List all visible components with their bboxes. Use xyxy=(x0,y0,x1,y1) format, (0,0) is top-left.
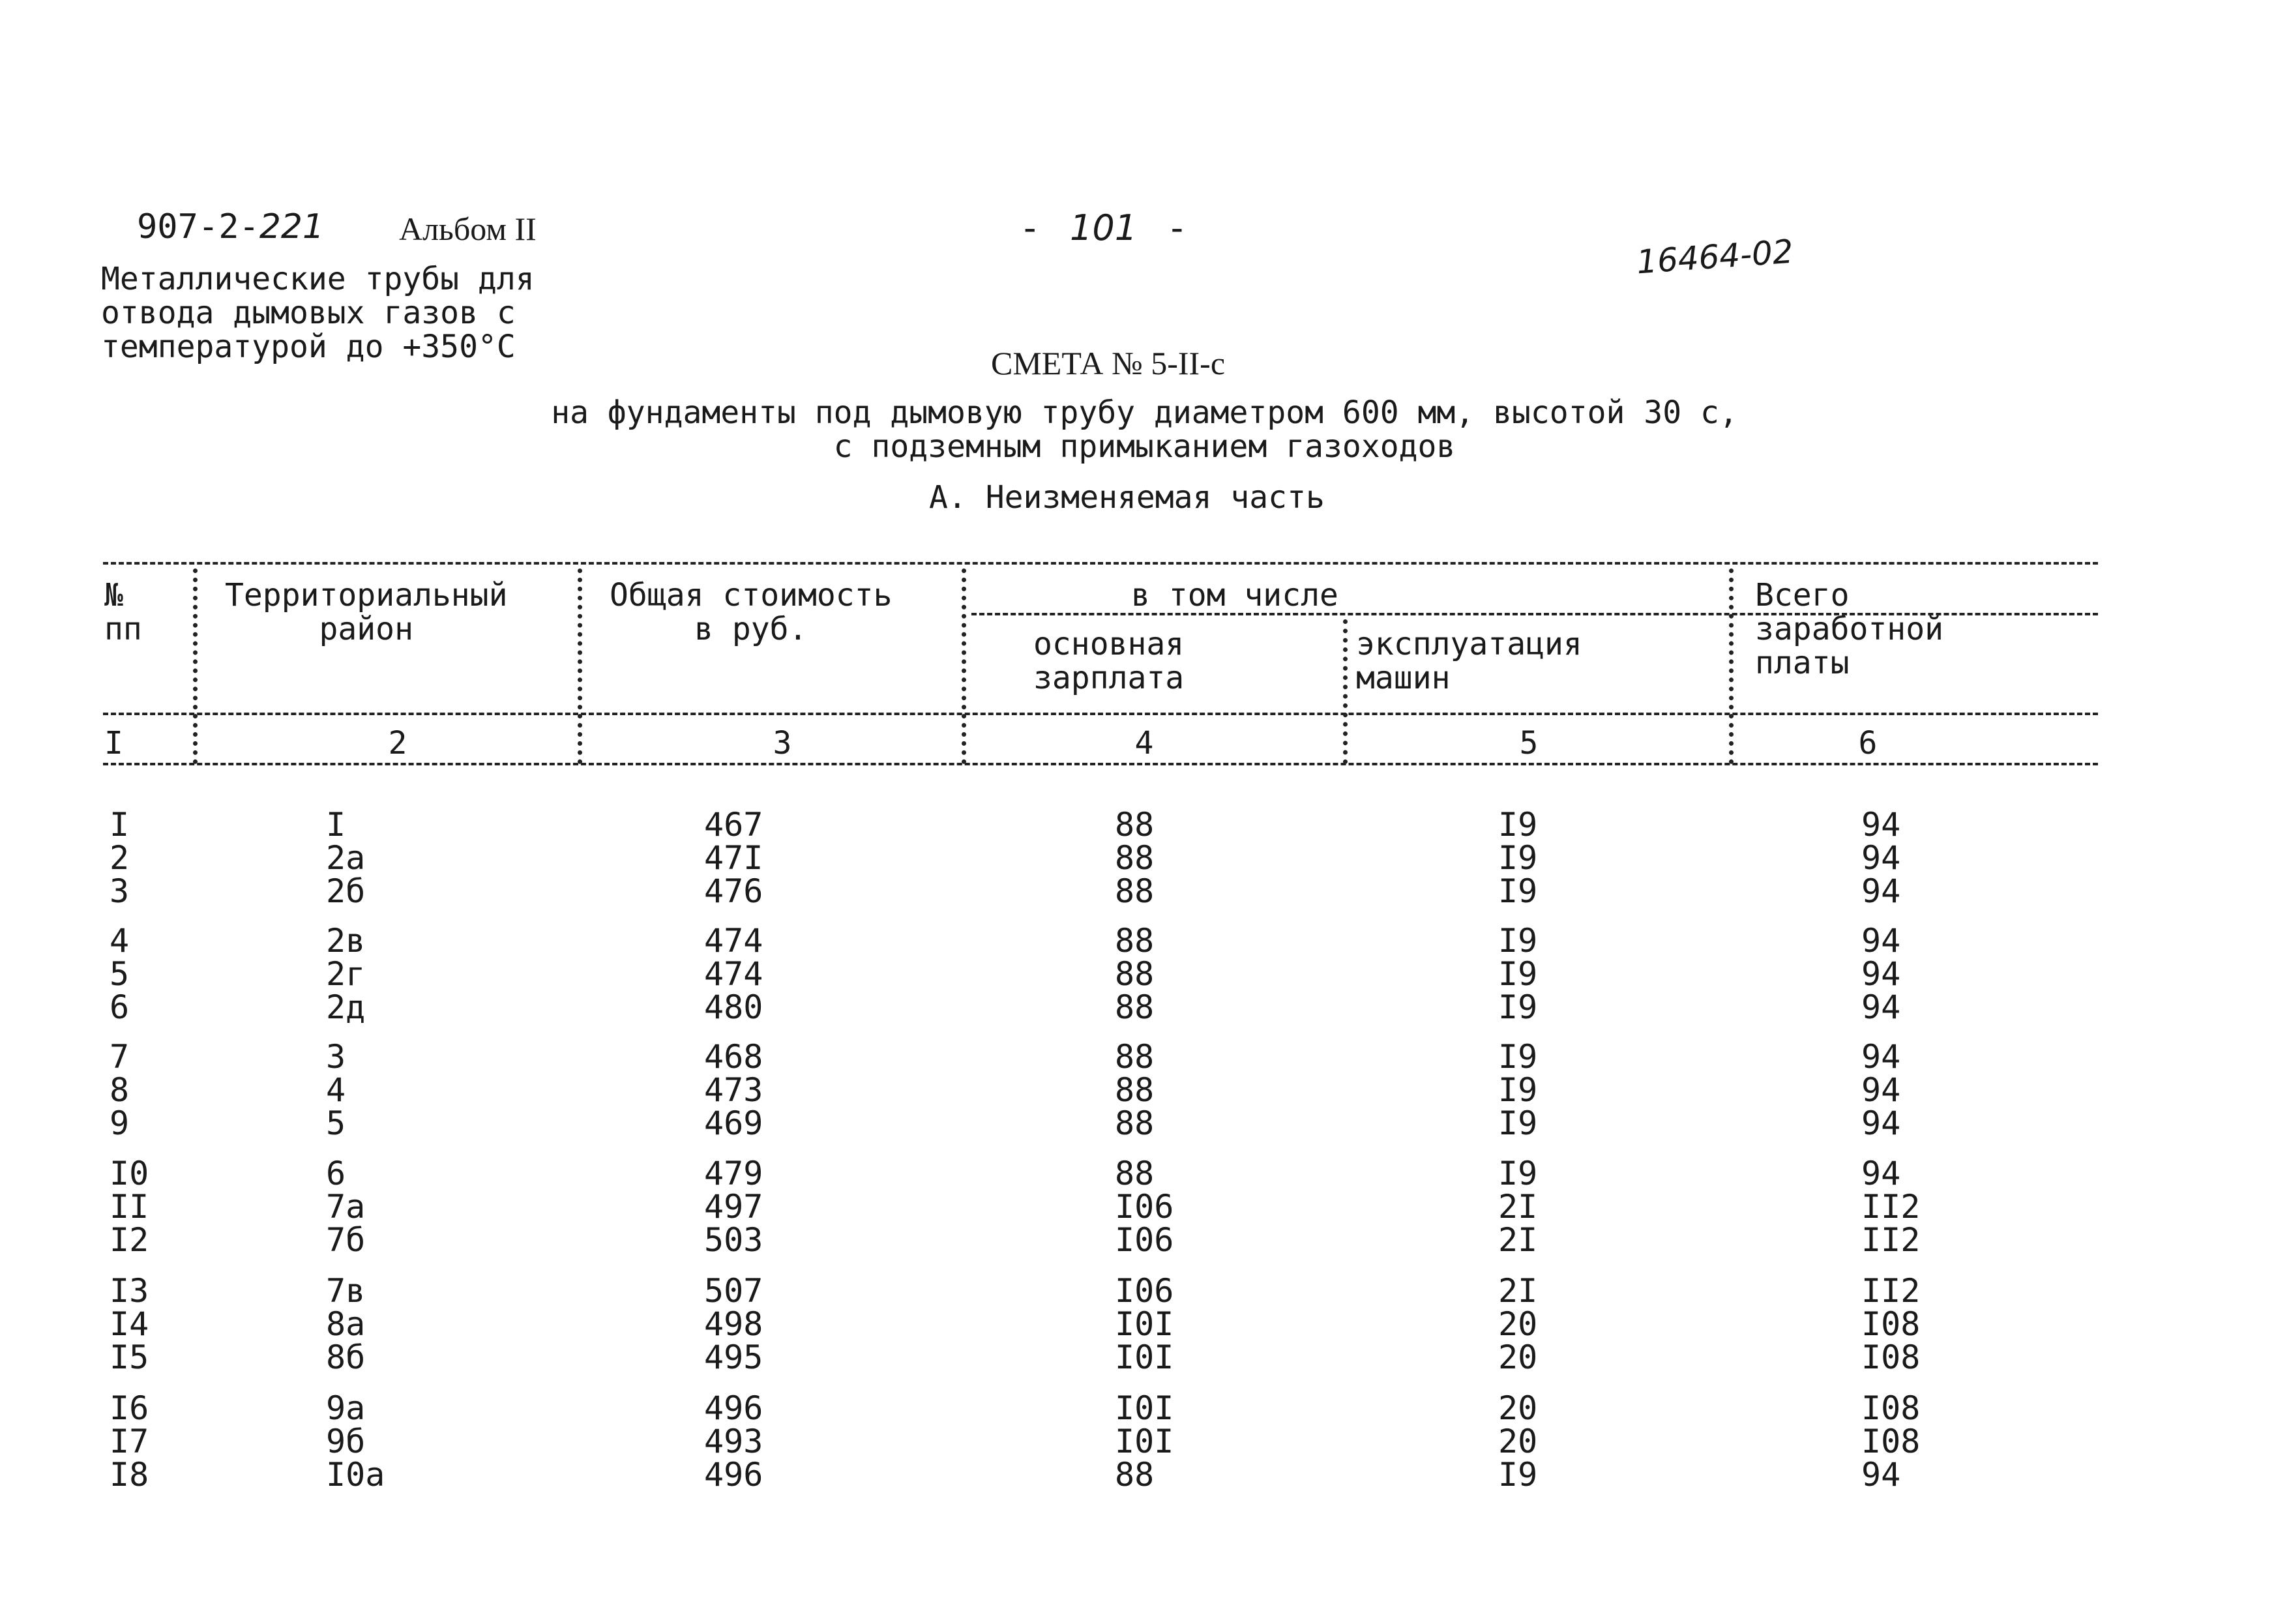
cell-total-cost: 497 xyxy=(704,1188,763,1226)
cell-base-salary: I0I xyxy=(1115,1423,1174,1460)
cell-total-wages: 94 xyxy=(1861,1104,1901,1142)
cell-total-wages: II2 xyxy=(1861,1272,1921,1310)
cell-region: 7в xyxy=(326,1272,366,1310)
cell-base-salary: I0I xyxy=(1115,1305,1174,1343)
cell-region: 2а xyxy=(326,839,366,877)
cell-region: 9б xyxy=(326,1423,366,1460)
cell-region: 8б xyxy=(326,1338,366,1376)
cell-base-salary: I06 xyxy=(1115,1221,1174,1259)
cell-base-salary: 88 xyxy=(1115,1038,1155,1076)
cell-num: 3 xyxy=(110,872,130,910)
cell-total-wages: 94 xyxy=(1861,988,1901,1026)
cell-total-cost: 474 xyxy=(704,955,763,993)
cell-total-wages: I08 xyxy=(1861,1338,1921,1376)
cell-machine-operation: I9 xyxy=(1498,806,1538,844)
cell-total-wages: 94 xyxy=(1861,1071,1901,1109)
cell-total-cost: 476 xyxy=(704,872,763,910)
cell-machine-operation: I9 xyxy=(1498,1071,1538,1109)
cell-region: 9а xyxy=(326,1389,366,1427)
cell-total-cost: 473 xyxy=(704,1071,763,1109)
cell-machine-operation: I9 xyxy=(1498,1104,1538,1142)
cell-base-salary: I06 xyxy=(1115,1272,1174,1310)
cell-num: I8 xyxy=(110,1456,149,1494)
cell-total-cost: 498 xyxy=(704,1305,763,1343)
cell-base-salary: 88 xyxy=(1115,1071,1155,1109)
cell-total-cost: 480 xyxy=(704,988,763,1026)
cell-region: 7а xyxy=(326,1188,366,1226)
cell-total-cost: 468 xyxy=(704,1038,763,1076)
estimate-subtitle: на фундаменты под дымовую трубу диаметром 600 мм, высотой 30 с, с подземным примыканием газоходов xyxy=(551,394,1738,465)
cell-region: 2в xyxy=(326,922,366,960)
cell-num: 9 xyxy=(110,1104,130,1142)
cell-region: 3 xyxy=(326,1038,346,1076)
cell-total-cost: 47I xyxy=(704,839,763,877)
cell-machine-operation: I9 xyxy=(1498,988,1538,1026)
cell-machine-operation: 20 xyxy=(1498,1338,1538,1376)
cell-num: I6 xyxy=(110,1389,149,1427)
cell-base-salary: 88 xyxy=(1115,1104,1155,1142)
header-including: в том числе xyxy=(1131,577,1338,613)
column-number: 6 xyxy=(1858,725,1878,761)
cell-total-wages: I08 xyxy=(1861,1305,1921,1343)
cell-total-cost: 467 xyxy=(704,806,763,844)
cell-total-wages: 94 xyxy=(1861,922,1901,960)
cell-region: 2б xyxy=(326,872,366,910)
cell-machine-operation: 2I xyxy=(1498,1272,1538,1310)
cell-region: 6 xyxy=(326,1155,346,1192)
document-code-handwritten: 221 xyxy=(259,207,325,246)
header-num: № пп xyxy=(104,577,142,647)
cell-region: 8а xyxy=(326,1305,366,1343)
cell-num: 2 xyxy=(110,839,130,877)
cell-total-wages: 94 xyxy=(1861,839,1901,877)
page-dash-right: - xyxy=(1170,207,1184,248)
cell-region: 7б xyxy=(326,1221,366,1259)
cell-region: 2г xyxy=(326,955,366,993)
table-top-rule xyxy=(103,562,2098,565)
cell-num: I0 xyxy=(110,1155,149,1192)
cell-machine-operation: I9 xyxy=(1498,839,1538,877)
page-dash-left: - xyxy=(1024,207,1037,248)
header-base-salary: основная зарплата xyxy=(1033,626,1185,696)
cell-num: 5 xyxy=(110,955,130,993)
column-number: 3 xyxy=(773,725,792,761)
document-code xyxy=(137,207,324,246)
header-machine-operation: эксплуатация машин xyxy=(1356,626,1582,696)
cell-total-wages: II2 xyxy=(1861,1188,1921,1226)
cell-base-salary: 88 xyxy=(1115,988,1155,1026)
cell-machine-operation: 20 xyxy=(1498,1389,1538,1427)
cell-machine-operation: I9 xyxy=(1498,1038,1538,1076)
section-heading: А. Неизменяемая часть xyxy=(929,479,1325,516)
document-subject: Металлические трубы для отвода дымовых газов с температурой до +350°С xyxy=(101,261,535,365)
cell-total-wages: 94 xyxy=(1861,1038,1901,1076)
cell-total-wages: 94 xyxy=(1861,806,1901,844)
cell-num: I2 xyxy=(110,1221,149,1259)
cell-total-wages: I08 xyxy=(1861,1423,1921,1460)
cell-total-cost: 503 xyxy=(704,1221,763,1259)
cell-num: 7 xyxy=(110,1038,130,1076)
cell-base-salary: I0I xyxy=(1115,1389,1174,1427)
cell-machine-operation: I9 xyxy=(1498,955,1538,993)
page-number xyxy=(1024,207,1183,248)
cell-total-wages: II2 xyxy=(1861,1221,1921,1259)
cell-machine-operation: I9 xyxy=(1498,922,1538,960)
cell-total-wages: 94 xyxy=(1861,1456,1901,1494)
cell-num: 6 xyxy=(110,988,130,1026)
column-separator xyxy=(578,568,582,764)
cell-total-wages: I08 xyxy=(1861,1389,1921,1427)
cell-num: II xyxy=(110,1188,149,1226)
cell-machine-operation: 20 xyxy=(1498,1423,1538,1460)
header-total-cost: Общая стоимость в руб. xyxy=(610,577,893,647)
cell-machine-operation: 2I xyxy=(1498,1221,1538,1259)
estimate-title: СМЕТА № 5-II-с xyxy=(991,345,1226,381)
cell-machine-operation: I9 xyxy=(1498,872,1538,910)
cell-machine-operation: I9 xyxy=(1498,1155,1538,1192)
cell-num: I4 xyxy=(110,1305,149,1343)
column-separator xyxy=(962,568,966,764)
cell-region: 4 xyxy=(326,1071,346,1109)
cell-total-cost: 495 xyxy=(704,1338,763,1376)
cell-total-wages: 94 xyxy=(1861,1155,1901,1192)
cell-base-salary: 88 xyxy=(1115,955,1155,993)
cell-base-salary: 88 xyxy=(1115,1155,1155,1192)
cell-machine-operation: 2I xyxy=(1498,1188,1538,1226)
column-number: 4 xyxy=(1134,725,1154,761)
cell-num: 8 xyxy=(110,1071,130,1109)
cell-region: I xyxy=(326,806,346,844)
cell-base-salary: I0I xyxy=(1115,1338,1174,1376)
cell-base-salary: 88 xyxy=(1115,922,1155,960)
cell-total-wages: 94 xyxy=(1861,872,1901,910)
album-label: Альбом II xyxy=(399,211,537,247)
cell-base-salary: 88 xyxy=(1115,839,1155,877)
column-separator xyxy=(1343,619,1348,764)
cell-num: I xyxy=(110,806,130,844)
cell-total-cost: 479 xyxy=(704,1155,763,1192)
cell-num: I7 xyxy=(110,1423,149,1460)
cell-region: I0а xyxy=(326,1456,385,1494)
cell-base-salary: 88 xyxy=(1115,806,1155,844)
cell-total-cost: 493 xyxy=(704,1423,763,1460)
column-separator xyxy=(193,568,198,764)
page-number-value: 101 xyxy=(1070,207,1138,248)
cell-region: 5 xyxy=(326,1104,346,1142)
column-number: 2 xyxy=(388,725,407,761)
cell-total-cost: 469 xyxy=(704,1104,763,1142)
cell-total-cost: 507 xyxy=(704,1272,763,1310)
header-bottom-rule xyxy=(103,713,2098,715)
column-number: I xyxy=(104,725,123,761)
cell-num: 4 xyxy=(110,922,130,960)
cell-machine-operation: I9 xyxy=(1498,1456,1538,1494)
cell-machine-operation: 20 xyxy=(1498,1305,1538,1343)
cell-base-salary: 88 xyxy=(1115,1456,1155,1494)
cell-num: I5 xyxy=(110,1338,149,1376)
cell-base-salary: 88 xyxy=(1115,872,1155,910)
cell-base-salary: I06 xyxy=(1115,1188,1174,1226)
column-number: 5 xyxy=(1519,725,1539,761)
header-total-wages: Всего заработной платы xyxy=(1755,577,1943,681)
cell-total-cost: 496 xyxy=(704,1456,763,1494)
header-region: Территориальный район xyxy=(225,577,508,647)
cell-total-cost: 496 xyxy=(704,1389,763,1427)
cell-total-wages: 94 xyxy=(1861,955,1901,993)
handwritten-stamp: 16464-02 xyxy=(1635,232,1795,282)
document-code-printed: 907-2- xyxy=(137,207,259,246)
column-separator xyxy=(1729,568,1734,764)
colnum-bottom-rule xyxy=(103,763,2098,765)
cell-num: I3 xyxy=(110,1272,149,1310)
cell-total-cost: 474 xyxy=(704,922,763,960)
cell-region: 2д xyxy=(326,988,366,1026)
